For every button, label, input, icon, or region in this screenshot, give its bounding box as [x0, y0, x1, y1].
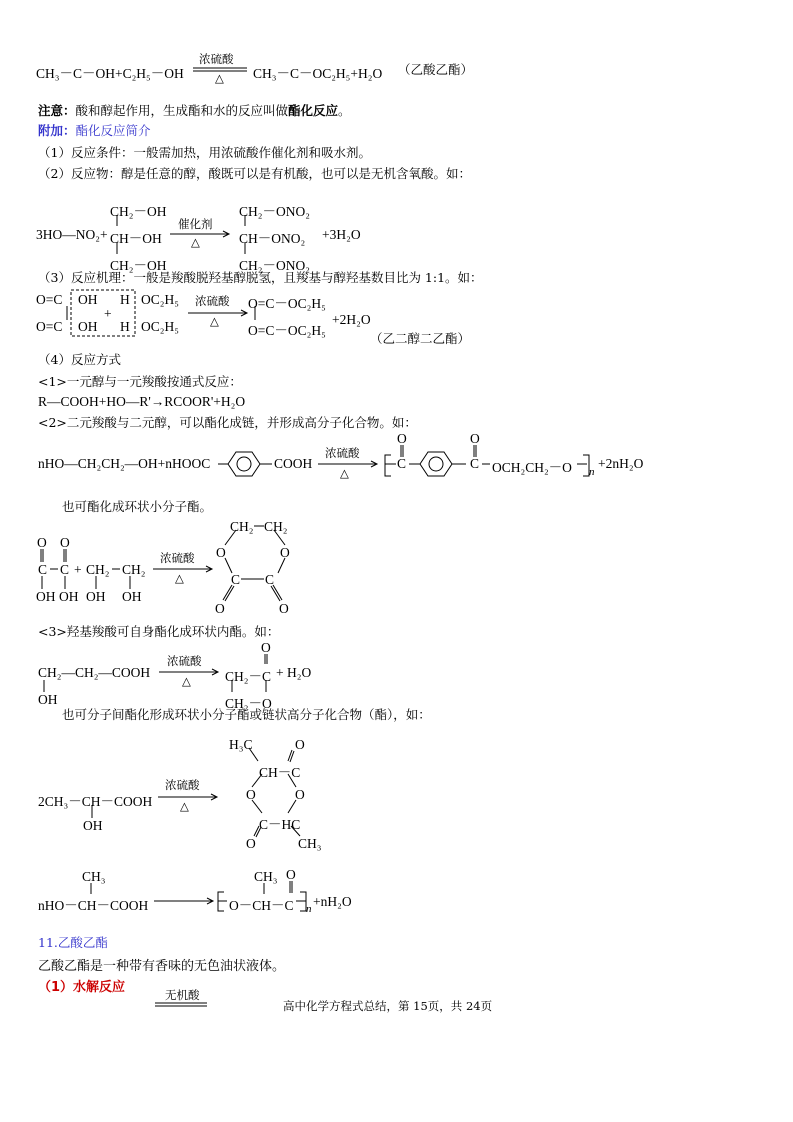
nitro-ch2oh-bottom: CH₂－OH: [110, 258, 167, 273]
oxalate-h1: H: [120, 292, 130, 307]
poly-condition: 浓硫酸: [325, 446, 360, 460]
sub2-title: <2>二元羧酸与二元醇，可以酯化成链，并形成高分子化合物。如：: [38, 415, 417, 430]
eq1-arrow: [193, 52, 247, 85]
nitro-heat: △: [191, 235, 200, 249]
oxalate-oc2: OC₂H₅: [141, 319, 179, 334]
cyc1-c-b: C: [60, 562, 70, 577]
oxalate-name: （乙二醇二乙酯）: [370, 331, 471, 346]
eq1-right: CH₃－C－OC₂H₅+H₂O: [253, 66, 383, 81]
sub3-condition: 浓硫酸: [167, 654, 202, 668]
lactone-o: O: [261, 640, 271, 655]
cyc1-ch2-a: CH₂: [86, 562, 110, 577]
note-label: 注意：: [38, 103, 76, 118]
section11-desc: 乙酸乙酯是一种带有香味的无色油状液体。: [38, 959, 286, 974]
eq1-left: CH₃－C－OH+C₂H₅－OH: [36, 66, 184, 81]
nitro-ch2oh-top: CH₂－OH: [110, 204, 167, 219]
note-end: 。: [338, 103, 351, 118]
poly-heat: △: [340, 466, 349, 480]
poly-cooh: COOH: [274, 456, 313, 471]
cyc1-o-b: O: [60, 535, 70, 550]
note-line: [38, 103, 351, 119]
lactone-left: CH₂—CH₂—COOH: [38, 665, 151, 680]
sub1-equation: R—COOH+HO—R'→RCOOR'+H₂O: [38, 394, 246, 409]
cyc1-ring-c-left: C: [231, 572, 241, 587]
hydrolysis-arrow: [155, 988, 207, 1006]
cyc1-c-a: C: [38, 562, 48, 577]
cyc1-ring-ch2-1: CH₂: [230, 519, 254, 534]
cyc1-ch2-b: CH₂: [122, 562, 146, 577]
lactide-ch-c: CH－C: [259, 765, 301, 780]
cyc1-condition: 浓硫酸: [160, 551, 195, 565]
poly2-chain: O－CH－C: [229, 898, 294, 913]
lactone-top: CH₂－C: [225, 669, 271, 684]
cyc1-ring-o-right: O: [280, 545, 290, 560]
lactide-oh: OH: [83, 818, 103, 833]
cyc1-o-a: O: [37, 535, 47, 550]
appendix-line: [38, 123, 151, 139]
lactide-heat: △: [180, 799, 189, 813]
nitro-catalyst: 催化剂: [178, 217, 213, 231]
poly-n: n: [589, 466, 595, 478]
item-mode: （4）反应方式: [38, 352, 121, 367]
lactone-plus: + H₂O: [276, 665, 312, 680]
appendix-label: 附加：: [38, 123, 76, 138]
nitro-product-bottom: CH₂－ONO₂: [239, 258, 310, 273]
sub1-title: <1>一元醇与一元羧酸按通式反应：: [38, 374, 242, 389]
lactide-ch3: CH₃: [298, 836, 322, 851]
cyc1-heat: △: [175, 571, 184, 585]
lactide-h3c: H₃C: [229, 737, 253, 752]
section11-hydrolysis: （1）水解反应: [38, 980, 126, 995]
oxalate-oc1: OC₂H₅: [141, 292, 179, 307]
poly-c2: C: [470, 456, 480, 471]
cyc1-ring-c-right: C: [265, 572, 275, 587]
lactide-o-right: O: [295, 787, 305, 802]
nitro-product-top: CH₂－ONO₂: [239, 204, 310, 219]
lactide-c-hc: C－HC: [259, 817, 301, 832]
eq1-condition: 浓硫酸: [199, 52, 234, 66]
cyc1-oh-3: OH: [86, 589, 106, 604]
poly-o1: O: [397, 431, 407, 446]
sub3-title: <3>羟基羧酸可自身酯化成环状内酯。如：: [38, 624, 280, 639]
oxalate-heat: △: [210, 314, 219, 328]
poly2-ch3: CH₃: [82, 869, 106, 884]
cyc1-oh-2: OH: [59, 589, 79, 604]
poly2-byproduct: +nH₂O: [313, 894, 352, 909]
poly2-n: n: [306, 903, 312, 915]
oxalate-condition: 浓硫酸: [195, 294, 230, 308]
inter-note: 也可分子间酯化形成环状小分子酯或链状高分子化合物（酯），如：: [62, 707, 431, 722]
page-footer: 高中化学方程式总结，第 15页，共 24页: [283, 999, 493, 1013]
lactone-bottom: CH₂－O: [225, 696, 272, 711]
item-mechanism: （3）反应机理：一般是羧酸脱羟基醇脱氢，且羧基与醇羟基数目比为 1:1。如：: [38, 270, 483, 285]
benzene-ring-2: [420, 452, 452, 476]
eq1-name: （乙酸乙酯）: [398, 62, 474, 77]
poly2-ch3-product: CH₃: [254, 869, 278, 884]
note-text: 酸和醇起作用，生成酯和水的反应叫做: [75, 103, 289, 118]
item-condition: （1）反应条件：一般需加热，用浓硫酸作催化剂和吸水剂。: [38, 145, 371, 160]
oxalate-r2: O=C: [36, 319, 63, 334]
oxalate-plus: +: [104, 306, 112, 321]
nitro-byproduct: +3H₂O: [322, 227, 361, 242]
cyc1-ring-o-bottom-right: O: [279, 601, 289, 616]
poly-tail: OCH₂CH₂－O: [492, 460, 572, 475]
lactide-left: 2CH₃－CH－COOH: [38, 794, 153, 809]
poly2-o-product: O: [286, 867, 296, 882]
cyc1-plus: +: [74, 562, 82, 577]
oxalate-oh2: OH: [78, 319, 98, 334]
cyc1-ring-o-bottom-left: O: [215, 601, 225, 616]
oxalate-h2: H: [120, 319, 130, 334]
lactide-o-bottom: O: [246, 836, 256, 851]
lactide-condition: 浓硫酸: [165, 778, 200, 792]
cyc1-ring-ch2-2: CH₂: [264, 519, 288, 534]
poly-left: nHO—CH₂CH₂—OH+nHOOC: [38, 456, 211, 471]
oxalate-r1: O=C: [36, 292, 63, 307]
oxalate-oh1: OH: [78, 292, 98, 307]
cyclic-note: 也可酯化成环状小分子酯。: [62, 499, 213, 514]
lactide-o-left: O: [246, 787, 256, 802]
oxalate-p1: O=C－OC₂H₅: [248, 296, 326, 311]
poly-o2: O: [470, 431, 480, 446]
benzene-ring-1: [228, 452, 260, 476]
hydrolysis-condition: 无机酸: [165, 988, 200, 1002]
nitro-reactant: 3HO—NO₂+: [36, 227, 108, 242]
eq1-heat: △: [215, 71, 224, 85]
nitro-product-mid: CH－ONO₂: [239, 231, 306, 246]
cyc1-oh-4: OH: [122, 589, 142, 604]
poly2-left: nHO－CH－COOH: [38, 898, 149, 913]
note-term: 酯化反应: [288, 103, 339, 118]
section11-title: 11.乙酸乙酯: [38, 935, 108, 950]
lactone-oh: OH: [38, 692, 58, 707]
sub3-heat: △: [182, 674, 191, 688]
oxalate-byproduct: +2H₂O: [332, 312, 371, 327]
nitro-choh: CH－OH: [110, 231, 162, 246]
poly-byproduct: +2nH₂O: [598, 456, 644, 471]
poly-c1: C: [397, 456, 407, 471]
lactide-o-top: O: [295, 737, 305, 752]
cyc1-ring-o-left: O: [216, 545, 226, 560]
item-reactants: （2）反应物：醇是任意的醇，酸既可以是有机酸，也可以是无机含氧酸。如：: [38, 166, 471, 181]
cyc1-oh-1: OH: [36, 589, 56, 604]
appendix-title: 酯化反应简介: [75, 123, 151, 138]
oxalate-p2: O=C－OC₂H₅: [248, 323, 326, 338]
